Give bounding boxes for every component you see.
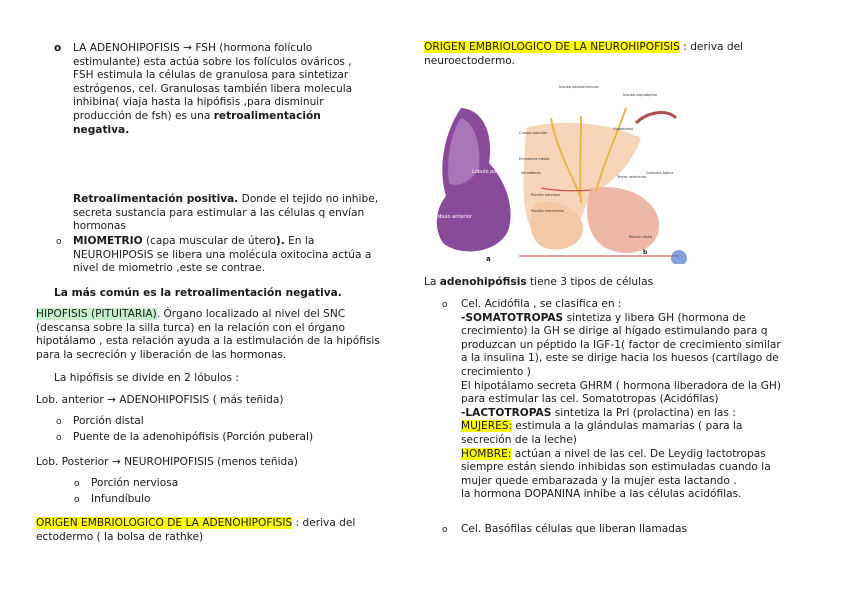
paragraph-lobes: La hipófisis se divide en 2 lóbulos : (54, 372, 239, 384)
bullet-circle-icon: o (56, 237, 62, 247)
list-item: Infundíbulo (91, 493, 151, 505)
paragraph-acidofila: Cel. Acidófila , se clasifica en : -SOMATOTROPAS sintetiza y libera GH (hormona de crecimiento) la GH se dirige al hígado estimulando para q produzcan un péptido la IGF-1( factor de crecimiento similar a la insulina 1), este se dirige hacia los huesos (cartílago de crecimiento ) El hipotálamo secreta GHRM ( hormona liberadora de la GH) para estimular las cel. Somatotropas (Acidófilas) -LACTOTROPAS sintetiza la Prl (prolactina) en las : MUJERES: estimula a la glándulas mamarias ( para la secreción de la leche) HOMBRE: actúan a nivel de las cel. De Leydig lactotropas siempre están siendo inhibidas son estimuladas cuando la mujer quede embarazada y la mujer esta lactando . la hormona DOPANINA inhibe a las células acidófilas. (461, 298, 782, 501)
bullet-circle-icon: o (56, 417, 62, 427)
bullet-circle-icon: o (74, 495, 80, 505)
bullet-circle-icon: o (442, 525, 448, 535)
publisher-logo-icon (671, 250, 687, 264)
figure-label: Núcleo supraóptico (623, 93, 657, 97)
list-item: Puente de la adenohipófisis (Porción puberal) (73, 431, 314, 443)
figure-label: Cuerpo mamilar (519, 131, 548, 135)
nerve-fiber-line (580, 116, 581, 203)
figure-label: Porción nerviosa (531, 193, 560, 197)
figure-label: Infundíbulo (521, 171, 541, 175)
paragraph-positive-feedback: Retroalimentación positiva. Donde el tejido no inhibe, secreta sustancia para estimular a las células q envían hormonas (73, 193, 379, 233)
panel-b-label: b (643, 249, 648, 256)
bullet-circle-icon: o (442, 300, 448, 310)
paragraph-hipofisis: HIPOFISIS (PITUITARIA). Órgano localizado al nivel del SNC (descansa sobre la silla turca) en la relación con el órgano hipotálamo , esta relación ayuda a la estimulación de la hipófisis para la secreción y liberación de las hormonas. (36, 308, 380, 361)
paragraph-origin-adeno: ORIGEN EMBRIOLOGICO DE LA ADENOHIPOFISIS : deriva del ectodermo ( la bolsa de rathke) (36, 517, 356, 543)
figure-label: Núcleo paraventricular (559, 85, 600, 89)
paragraph-common-feedback: La más común es la retroalimentación negativa. (54, 287, 342, 299)
paragraph-lob-posterior: Lob. Posterior → NEUROHIPOFISIS (menos teñida) (36, 456, 298, 468)
list-item: Porción nerviosa (91, 477, 179, 489)
histology-panel (431, 102, 514, 264)
paragraph-basofilas: Cel. Basófilas células que liberan llamadas (461, 523, 687, 535)
figure-label: Hipotálamo (613, 127, 634, 131)
list-item: Porción distal (73, 415, 144, 427)
paragraph-miometrio: MIOMETRIO (capa muscular de útero). En la NEUROHIPOSIS se libera una molécula oxitocina actúa a nivel de miometrio ,este se contrae. (73, 235, 372, 275)
lobulo-anterior-label: Lóbulo anterior (434, 214, 472, 220)
figure-label: Porción intermedia (531, 209, 564, 213)
paragraph-fsh: LA ADENOHIPOFISIS → FSH (hormona folículo estimulante) esta actúa sobre los folículos ováricos , FSH estimula la células de granulosa para sintetizar estrógenos, cel. Granulosas también libera molecula inhibina( viaja hasta la hipófisis ,para disminuir producción de fsh) es una retroalimentación negativa. (73, 42, 353, 136)
anterior-lobe-shape (587, 187, 659, 253)
lobulo-posterior-label: Lóbulo posterior (472, 169, 513, 175)
schematic-panel (519, 85, 687, 264)
figure-label: Porción distal (629, 235, 653, 239)
optic-chiasm-shape (636, 113, 676, 123)
bullet-square-icon: o (54, 42, 62, 54)
pituitary-anatomy-figure (431, 78, 689, 264)
paragraph-origin-neuro: ORIGEN EMBRIOLOGICO DE LA NEUROHIPOFISIS : deriva del neuroectodermo. (424, 41, 744, 67)
figure-label: Quiasma óptico (646, 171, 674, 175)
paragraph-lob-anterior: Lob. anterior → ADENOHIPOFISIS ( más teñida) (36, 394, 284, 406)
paragraph-adeno-cells: La adenohipófisis tiene 3 tipos de células (424, 276, 654, 288)
panel-a-label: a (486, 255, 491, 263)
figure-label: Tercer ventrículo (617, 175, 647, 179)
bullet-circle-icon: o (56, 433, 62, 443)
bullet-circle-icon: o (74, 479, 80, 489)
figure-label: Eminencia media (519, 157, 550, 161)
